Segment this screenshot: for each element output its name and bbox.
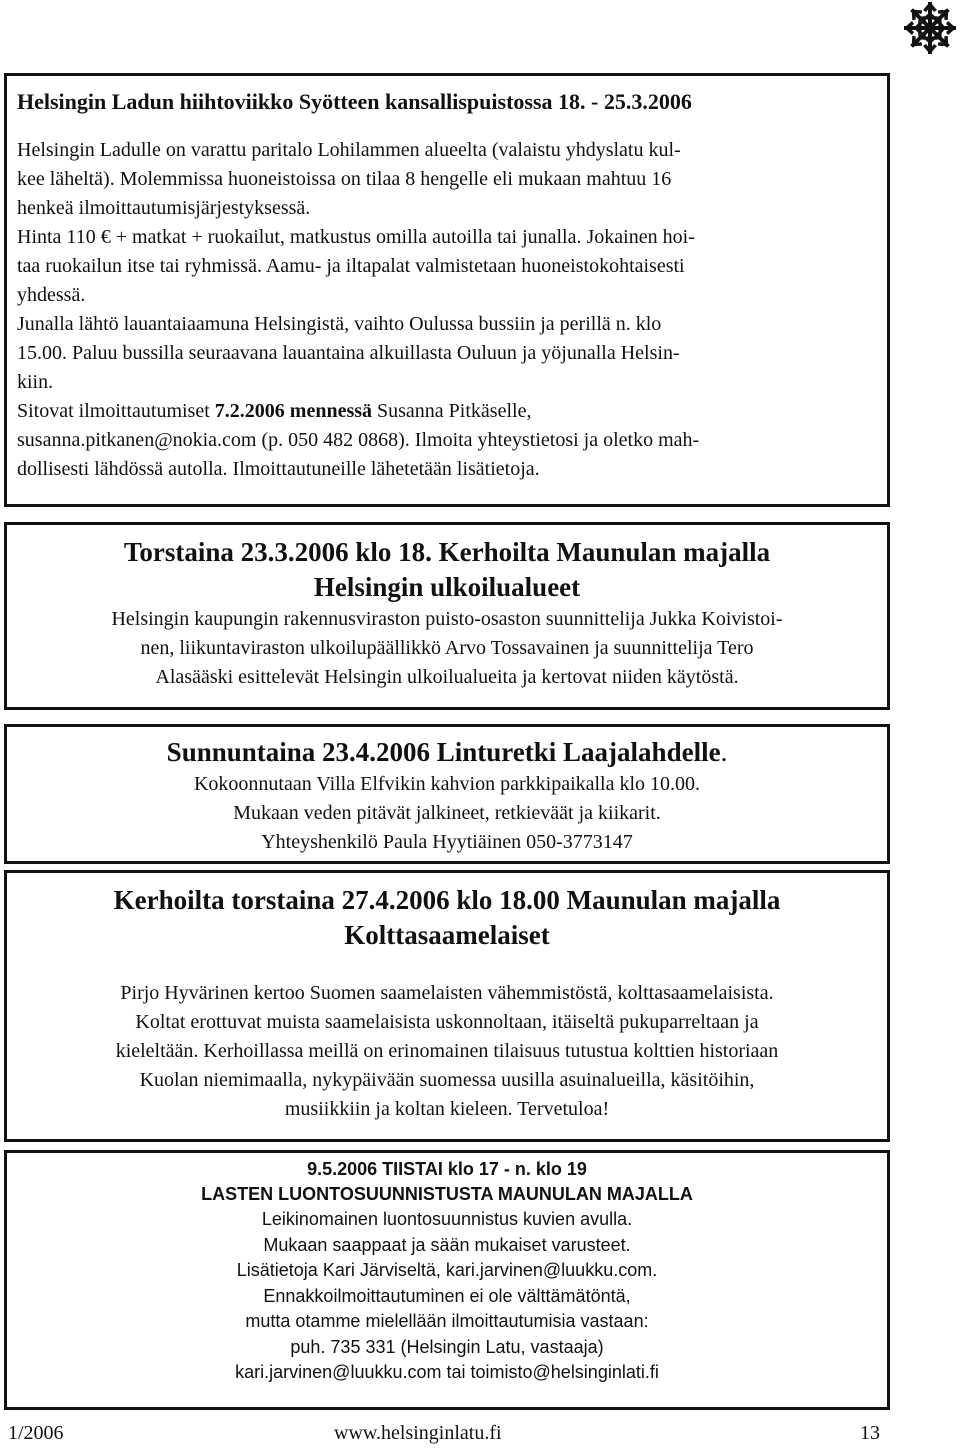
event-body-line: Lisätietoja Kari Järviseltä, kari.jarvinen@luukku.com. [236,1260,658,1280]
signup-deadline: 7.2.2006 mennessä [214,400,373,422]
event-body-line: Pirjo Hyvärinen kertoo Suomen saamelaisten vähemmistöstä, kolttasaamelaisista. [120,982,774,1004]
event-body-line: musiikkiin ja koltan kieleen. Tervetuloa! [284,1098,610,1120]
event-body-line: Kokoonnutaan Villa Elfvikin kahvion parkkipaikalla klo 10.00. [193,773,701,795]
event-body-line: Kuolan niemimaalla, nykypäivään suomessa uusilla asuinalueilla, käsitöihin, [139,1069,755,1091]
ski-week-line: henkeä ilmoittautumisjärjestyksessä. [17,197,311,219]
event-body-line: nen, liikuntaviraston ulkoilupäällikkö Arvo Tossavainen ja suunnittelija Tero [140,637,754,659]
page-number: 13 [860,1422,880,1444]
event-body-line: Mukaan veden pitävät jalkineet, retkieväät ja kiikarit. [233,802,661,824]
page-footer [8,1422,880,1450]
event-body-line: Mukaan saappaat ja sään mukaiset varusteet. [263,1234,631,1255]
birding-trip-notice [4,724,890,864]
club-evening-march-notice [4,522,890,710]
contact-line: dollisesti lähdössä autolla. Ilmoittautuneille lähetetään lisätietoja. [17,458,540,480]
ski-week-line: 15.00. Paluu bussilla seuraavana lauantaina alkuillasta Ouluun ja yöjunalla Helsin- [17,342,680,364]
event-body-line: Leikinomainen luontosuunnistus kuvien avulla. [261,1209,633,1229]
event-body-line: Alasääski esittelevät Helsingin ulkoilualueita ja kertovat niiden käytöstä. [155,666,739,688]
event-body-line: puh. 735 331 (Helsingin Latu, vastaaja) [290,1336,604,1357]
event-heading: Kerhoilta torstaina 27.4.2006 klo 18.00 Maunulan majalla [113,885,781,915]
event-body-line: mutta otamme mielellään ilmoittautumisia vastaan: [245,1311,649,1331]
ski-week-line: kiin. [17,371,54,393]
event-heading: Sunnuntaina 23.4.2006 Linturetki Laajalahdelle. [166,737,728,767]
ski-week-line: yhdessä. [17,284,86,306]
event-heading: Torstaina 23.3.2006 klo 18. Kerhoilta Maunulan majalla [123,537,771,567]
event-heading: LASTEN LUONTOSUUNNISTUSTA MAUNULAN MAJALLA [201,1184,693,1204]
website-link[interactable]: www.helsinginlatu.fi [334,1422,502,1444]
event-body-line: Helsingin kaupungin rakennusviraston puisto-osaston suunnittelija Jukka Koivistoi- [111,608,783,630]
ski-week-line: Junalla lähtö lauantaiaamuna Helsingistä, vaihto Oulussa bussiin ja perillä n. klo [17,313,662,335]
signup-suffix: Susanna Pitkäselle, [372,400,532,422]
event-body-line: kieleltään. Kerhoillassa meillä on erinomainen tilaisuus tutustua kolttien historiaan [115,1040,779,1062]
event-body-line: Ennakkoilmoittautuminen ei ole välttämätöntä, [263,1285,631,1306]
ski-week-title: Helsingin Ladun hiihtoviikko Syötteen kansallispuistossa 18. - 25.3.2006 [17,89,692,114]
signup-line [17,397,887,426]
event-date-line: 9.5.2006 TIISTAI klo 17 - n. klo 19 [307,1159,587,1179]
event-subheading: Helsingin ulkoilualueet [313,572,581,602]
ski-week-line: taa ruokailun itse tai ryhmissä. Aamu- ja iltapalat valmistetaan huoneistokohtaisesti [17,255,685,277]
issue-number: 1/2006 [8,1422,64,1444]
snowflake-logo-icon [902,0,958,56]
ski-week-line: Hinta 110 € + matkat + ruokailut, matkustus omilla autoilla tai junalla. Jokainen hoi- [17,226,695,248]
club-evening-april-notice [4,870,890,1142]
signup-prefix: Sitovat ilmoittautumiset [17,400,215,422]
kids-orienteering-notice [4,1150,890,1410]
event-body-line: Yhteyshenkilö Paula Hyytiäinen 050-3773147 [261,831,633,853]
contact-line: susanna.pitkanen@nokia.com (p. 050 482 0868). Ilmoita yhteystietosi ja oletko mah- [17,429,700,451]
ski-week-line: Helsingin Ladulle on varattu paritalo Lohilammen alueelta (valaistu yhdyslatu kul- [17,139,681,161]
event-body-line: Koltat erottuvat muista saamelaisista uskonnoltaan, itäiseltä pukuparreltaan ja [135,1011,759,1033]
event-subheading: Kolttasaamelaiset [344,920,550,950]
event-body-line: kari.jarvinen@luukku.com tai toimisto@helsinginlati.fi [235,1362,659,1382]
ski-week-line: kee läheltä). Molemmissa huoneistoissa on tilaa 8 hengelle eli mukaan mahtuu 16 [17,168,672,190]
ski-week-notice [4,73,890,507]
